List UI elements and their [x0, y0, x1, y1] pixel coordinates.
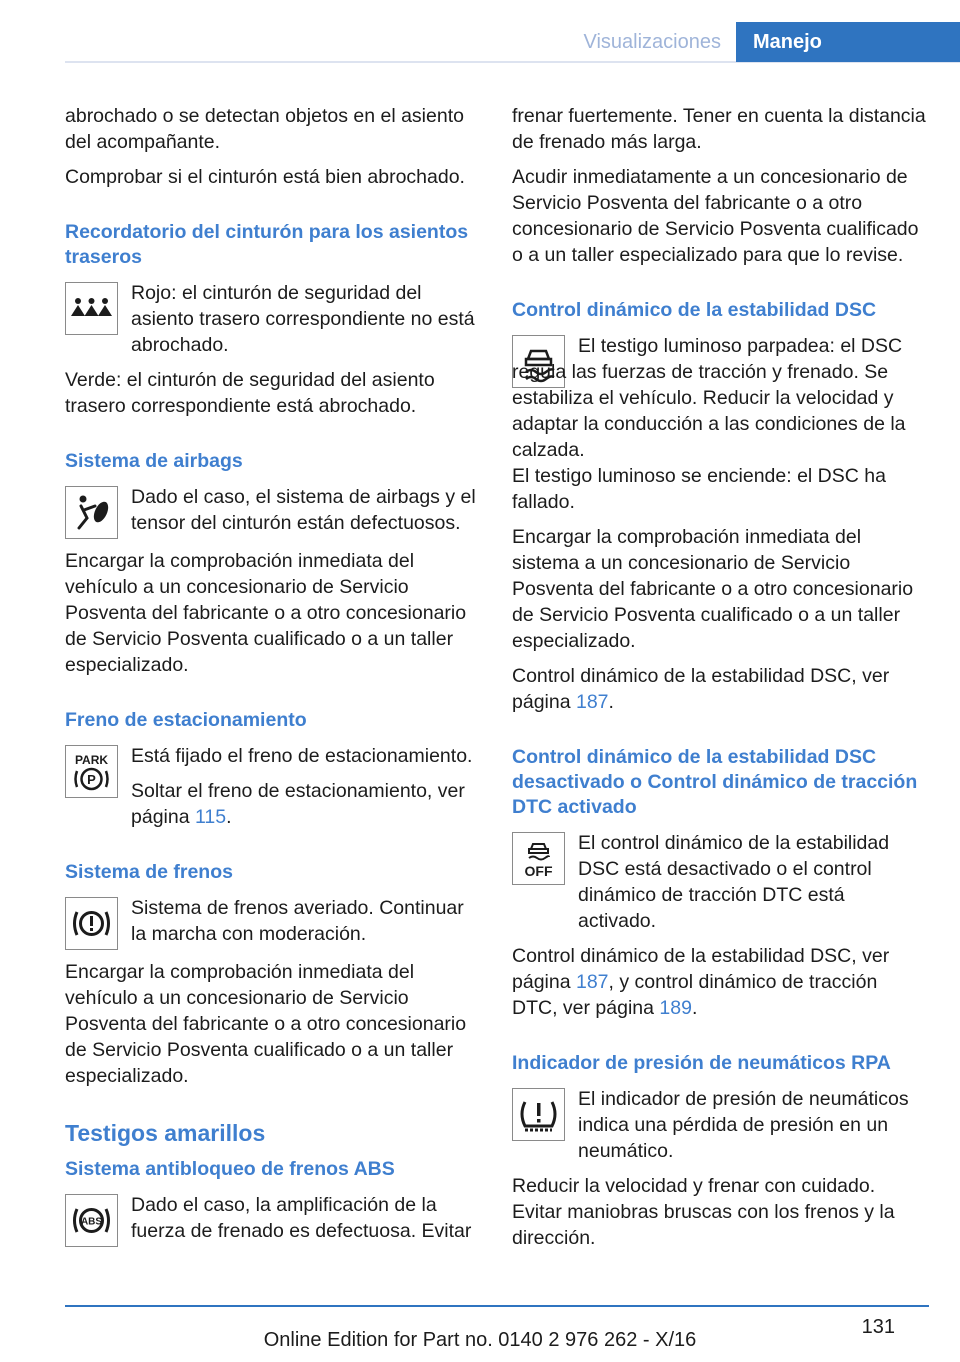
section-title-dsc-off: Control dinámico de la estabilidad DSC desactivado o Control dinámico de tracción DTC activado: [512, 746, 918, 818]
airbag-icon: [65, 486, 118, 539]
abs-block: [65, 1192, 480, 1247]
ref-text: Soltar el freno de estacionamiento, ver página: [131, 780, 465, 828]
abs-text: Dado el caso, la amplificación de la fuerza de frenado es defectuosa. Evitar: [131, 1194, 472, 1242]
parking-block: [65, 743, 480, 830]
dsc-ref: [512, 663, 928, 715]
right-column: [512, 103, 928, 1260]
ref-text: , y control dinámico de tracción DTC, ver página: [512, 971, 878, 1019]
svg-text:OFF: OFF: [524, 863, 553, 879]
rpa-text: El indicador de presión de neumáticos indica una pérdida de presión en un neumático.: [578, 1088, 909, 1162]
paragraph: El testigo luminoso se enciende: el DSC ha fallado.: [512, 465, 886, 513]
paragraph: Encargar la comprobación inmediata del vehículo a un concesionario de Servicio Posventa del fabricante o a otro concesionario de Servicio Posventa cualificado o a un taller especializado.: [65, 550, 467, 676]
svg-text:P: P: [87, 772, 96, 787]
section-title-yellow: Testigos amarillos: [65, 1120, 266, 1146]
ref-suffix: .: [226, 806, 232, 828]
section-title-seatbelt: Recordatorio del cinturón para los asientos traseros: [65, 221, 469, 268]
dsc-block: [512, 333, 928, 463]
paragraph: Reducir la velocidad y frenar con cuidado. Evitar maniobras bruscas con los frenos y la dirección.: [512, 1175, 895, 1249]
abs-icon: [65, 1194, 118, 1247]
brakes-block: [65, 895, 480, 950]
paragraph: Comprobar si el cinturón está bien abrochado.: [65, 166, 465, 188]
svg-text:PARK: PARK: [74, 753, 109, 767]
section-title-airbag: Sistema de airbags: [65, 450, 243, 472]
seatbelt-rear-icon: [65, 282, 118, 335]
page-link-115[interactable]: 115: [194, 806, 227, 828]
footer: [0, 1329, 960, 1352]
dsc-off-text: El control dinámico de la estabilidad DSC está desactivado o el control dinámico de tracción DTC está activado.: [578, 832, 890, 932]
paragraph: Encargar la comprobación inmediata del vehículo a un concesionario de Servicio Posventa del fabricante o a otro concesionario de Servicio Posventa cualificado o a un taller especializado.: [65, 961, 467, 1087]
seatbelt-text: Rojo: el cinturón de seguridad del asiento trasero correspondiente no está abrochado.: [131, 282, 475, 356]
brakes-text: Sistema de frenos averiado. Continuar la marcha con moderación.: [131, 897, 464, 945]
page-link-189[interactable]: 189: [659, 997, 692, 1019]
section-title-brakes: Sistema de frenos: [65, 861, 233, 883]
dsc-text: El testigo luminoso parpadea: el DSC regula las fuerzas de tracción y frenado. Se estabiliza el vehículo. Reducir la velocidad y adaptar la conducción a las condiciones de la calzada.: [512, 335, 906, 461]
parking-text: Está fijado el freno de estacionamiento.: [131, 745, 473, 767]
airbag-text: Dado el caso, el sistema de airbags y el tensor del cinturón están defectuosos.: [131, 486, 476, 534]
paragraph: Acudir inmediatamente a un concesionario de Servicio Posventa del fabricante o a otro concesionario de Servicio Posventa cualificado o a un taller especializado para que lo revise.: [512, 166, 919, 266]
header-tab-visualizaciones[interactable]: Visualizaciones: [583, 31, 721, 53]
park-brake-icon: [65, 745, 118, 798]
svg-text:ABS: ABS: [80, 1216, 103, 1228]
section-title-parking: Freno de estacionamiento: [65, 709, 307, 731]
left-column: [65, 103, 480, 1256]
paragraph: abrochado o se detectan objetos en el asiento del acompañante.: [65, 105, 464, 153]
brake-system-icon: [65, 897, 118, 950]
dsc-off-icon: [512, 832, 565, 885]
tire-pressure-icon: [512, 1088, 565, 1141]
dsc-off-ref: [512, 943, 928, 1021]
page-number: 131: [861, 1316, 895, 1338]
page-link-187[interactable]: 187: [575, 691, 609, 713]
section-title-rpa: Indicador de presión de neumáticos RPA: [512, 1052, 891, 1074]
section-title-dsc: Control dinámico de la estabilidad DSC: [512, 299, 877, 321]
header-tab-manejo[interactable]: Manejo: [736, 22, 960, 62]
ref-suffix: .: [691, 997, 698, 1019]
airbag-block: [65, 484, 480, 539]
paragraph: Verde: el cinturón de seguridad del asiento trasero correspondiente está abrochado.: [65, 369, 435, 417]
paragraph: frenar fuertemente. Tener en cuenta la distancia de frenado más larga.: [512, 105, 926, 153]
dsc-off-block: [512, 830, 928, 934]
page-link-187[interactable]: 187: [575, 971, 609, 993]
ref-text: Control dinámico de la estabilidad DSC, ver página: [512, 945, 890, 993]
ref-text: Control dinámico de la estabilidad DSC, ver página: [512, 665, 890, 713]
paragraph: Encargar la comprobación inmediata del sistema a un concesionario de Servicio Posventa del fabricante o a otro concesionario de Servicio Posventa cualificado o a un taller especializado.: [512, 526, 914, 652]
seatbelt-block: [65, 280, 480, 358]
section-title-abs: Sistema antibloqueo de frenos ABS: [65, 1158, 395, 1180]
rpa-block: [512, 1086, 928, 1164]
parking-ref: [131, 778, 480, 830]
footer-edition: Online Edition for Part no. 0140 2 976 262 - X/16: [263, 1329, 697, 1351]
ref-suffix: .: [608, 691, 614, 713]
footer-rule: [65, 1305, 929, 1307]
